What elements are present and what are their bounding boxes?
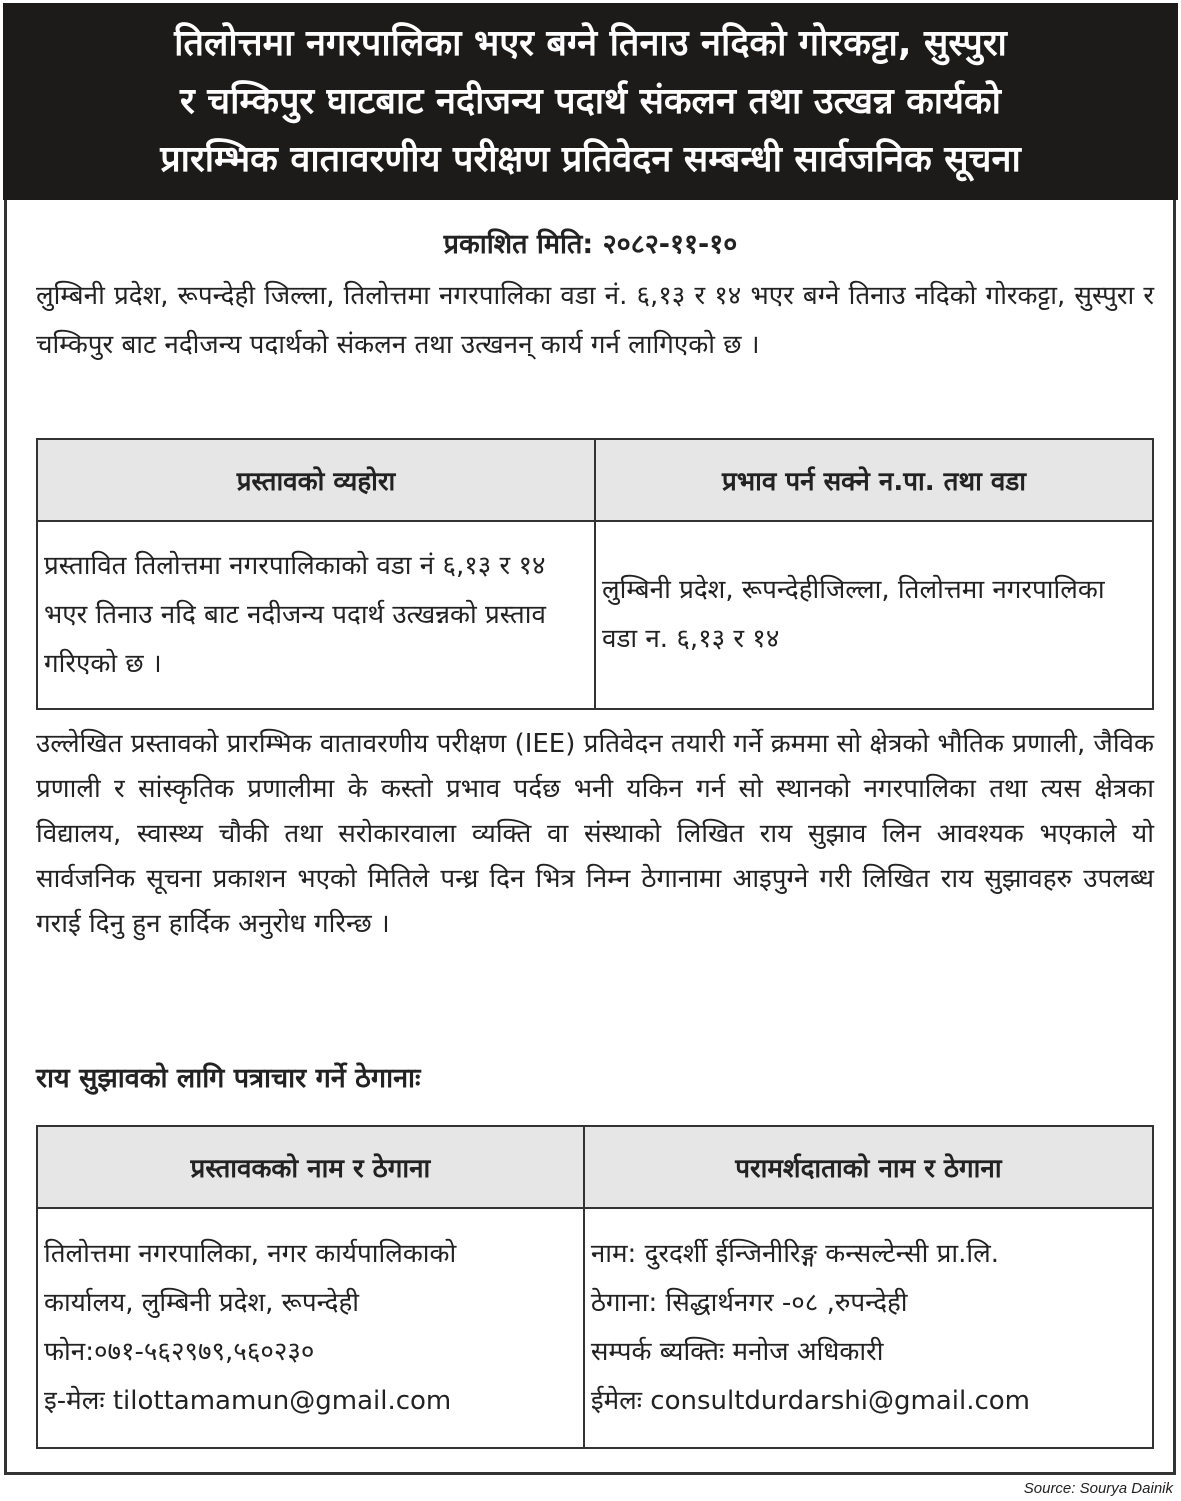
proponent-email: इ-मेलः tilottamamun@gmail.com bbox=[44, 1386, 452, 1416]
source-credit: Source: Sourya Dainik bbox=[1023, 1480, 1173, 1497]
proponent-line: तिलोत्तमा नगरपालिका, नगर कार्यपालिकाको bbox=[44, 1239, 457, 1269]
consultant-address: ठेगाना: सिद्धार्थनगर -०८ ,रुपन्देही bbox=[590, 1288, 908, 1318]
affected-area: लुम्बिनी प्रदेश, रूपन्देहीजिल्ला, तिलोत्तमा नगरपालिका वडा न. ६,१३ र १४ bbox=[595, 521, 1153, 709]
affected-area-header: प्रभाव पर्न सक्ने न.पा. तथा वडा bbox=[595, 439, 1153, 521]
intro-paragraph: लुम्बिनी प्रदेश, रूपन्देही जिल्ला, तिलोत्तमा नगरपालिका वडा नं. ६,१३ र १४ भएर बग्ने तिनाउ नदिको गोरकट्टा, सुस्पुरा र चम्किपुर बाट नदीजन्य पदार्थको संकलन तथा उत्खनन् कार्य गर्न लागिएको छ । bbox=[36, 281, 1154, 360]
consultant-header: परामर्शदाताको नाम र ठेगाना bbox=[584, 1126, 1153, 1208]
proponent-phone: फोन:०७१-५६२९७९,५६०२३० bbox=[44, 1337, 315, 1367]
proponent-header: प्रस्तावकको नाम र ठेगाना bbox=[37, 1126, 584, 1208]
published-date: प्रकाशित मिति: २०८२-११-१० bbox=[443, 229, 738, 260]
title-line: तिलोत्तमा नगरपालिका भएर बग्ने तिनाउ नदिको गोरकट्टा, सुस्पुरा bbox=[174, 23, 1007, 64]
notice-title bbox=[3, 3, 1178, 200]
contact-table bbox=[36, 1125, 1154, 1449]
proponent-details bbox=[37, 1208, 584, 1448]
proposal-description: प्रस्तावित तिलोत्तमा नगरपालिकाको वडा नं ६,१३ र १४ भएर तिनाउ नदि बाट नदीजन्य पदार्थ उत्खन्नको प्रस्ताव गरिएको छ । bbox=[37, 521, 595, 709]
proposal-table bbox=[36, 438, 1154, 710]
contact-heading: राय सुझावको लागि पत्राचार गर्ने ठेगानाः bbox=[36, 1063, 421, 1094]
proposal-header: प्रस्तावको व्यहोरा bbox=[37, 439, 595, 521]
consultant-contact-person: सम्पर्क ब्यक्तिः मनोज अधिकारी bbox=[590, 1337, 884, 1367]
main-paragraph: उल्लेखित प्रस्तावको प्रारम्भिक वातावरणीय परीक्षण (IEE) प्रतिवेदन तयारी गर्ने क्रममा सो क्षेत्रको भौतिक प्रणाली, जैविक प्रणाली र सांस्कृतिक प्रणालीमा के कस्तो प्रभाव पर्दछ भनी यकिन गर्न सो स्थानको नगरपालिका तथा त्यस क्षेत्रका विद्यालय, स्वास्थ्य चौकी तथा सरोकारवाला व्यक्ति वा संस्थाको लिखित राय सुझाव लिन आवश्यक भएकाले यो सार्वजनिक सूचना प्रकाशन भएको मितिले पन्ध्र दिन भित्र निम्न ठेगानामा आइपुग्ने गरी लिखित राय सुझावहरु उपलब्ध गराई दिनु हुन हार्दिक अनुरोध गरिन्छ । bbox=[36, 729, 1154, 939]
consultant-name: नाम: दुरदर्शी ईन्जिनीरिङ्ग कन्सल्टेन्सी प्रा.लि. bbox=[590, 1239, 1000, 1269]
proponent-line: कार्यालय, लुम्बिनी प्रदेश, रूपन्देही bbox=[44, 1288, 359, 1318]
title-line: र चम्किपुर घाटबाट नदीजन्य पदार्थ संकलन तथा उत्खन्न कार्यको bbox=[180, 81, 1001, 122]
consultant-email: ईमेलः consultdurdarshi@gmail.com bbox=[590, 1386, 1031, 1416]
consultant-details bbox=[584, 1208, 1153, 1448]
title-line: प्रारम्भिक वातावरणीय परीक्षण प्रतिवेदन सम्बन्धी सार्वजनिक सूचना bbox=[160, 139, 1021, 180]
